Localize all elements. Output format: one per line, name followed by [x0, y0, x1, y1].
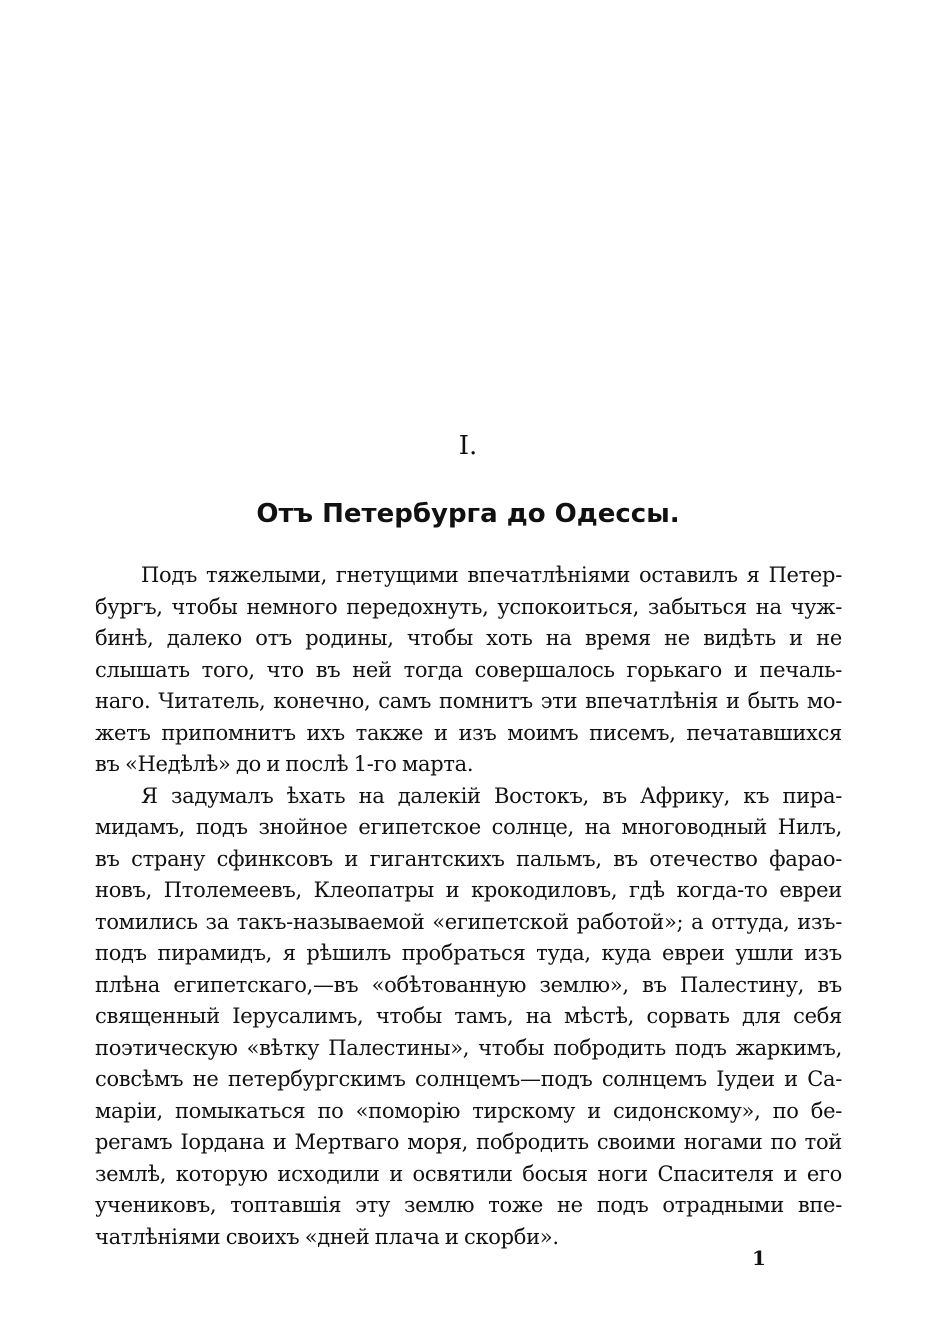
- text-line: новъ, Птолемеевъ, Клеопатры и крокодиловъ, гдѣ когда-то евреи: [95, 878, 842, 902]
- text-line: томились за такъ-называемой «египетской работой»; а оттуда, изъ-: [95, 909, 842, 934]
- text-line: землѣ, которую исходили и освятили босыя ноги Спасителя и его: [95, 1161, 842, 1186]
- text-line: мидамъ, подъ знойное египетское солнце, на многоводный Нилъ,: [95, 815, 842, 839]
- text-line: слышать того, что въ ней тогда совершалось горькаго и печаль-: [95, 657, 842, 682]
- text-line: священный Іерусалимъ, чтобы тамъ, на мѣстѣ, сорвать для себя: [95, 1004, 842, 1028]
- text-line: наго. Читатель, конечно, самъ помнитъ эти впечатлѣнія и быть мо-: [95, 689, 842, 713]
- text-line: въ страну сфинксовъ и гигантскихъ пальмъ, въ отечество фарао-: [95, 846, 842, 871]
- text-line: жетъ припомнитъ ихъ также и изъ моимъ писемъ, печатавшихся: [95, 720, 842, 745]
- text-line: бинѣ, далеко отъ родины, чтобы хоть на время не видѣть и не: [95, 626, 842, 650]
- text-line: поэтическую «вѣтку Палестины», чтобы побродить подъ жаркимъ,: [95, 1035, 842, 1060]
- text-line: плѣна египетскаго,—въ «обѣтованную землю», въ Палестину, въ: [95, 972, 842, 997]
- text-line: въ «Недѣлѣ» до и послѣ 1-го марта.: [95, 752, 474, 776]
- paragraph-2: [95, 781, 842, 1254]
- text-line: Подъ тяжелыми, гнетущими впечатлѣніями оставилъ я Петер-: [141, 563, 842, 587]
- text-line: Я задумалъ ѣхать на далекій Востокъ, въ Африку, къ пира-: [141, 783, 842, 808]
- text-line: маріи, помыкаться по «поморію тирскому и сидонскому», по бе-: [95, 1098, 842, 1123]
- text-line: совсѣмъ не петербургскимъ солнцемъ—подъ солнцемъ Іудеи и Са-: [95, 1067, 842, 1091]
- text-line: подъ пирамидъ, я рѣшилъ пробраться туда, куда евреи ушли изъ: [95, 941, 842, 965]
- text-line: бургъ, чтобы немного передохнуть, успокоиться, забыться на чуж-: [95, 594, 842, 619]
- text-line: чатлѣніями своихъ «дней плача и скорби».: [95, 1224, 559, 1249]
- text-line: регамъ Іордана и Мертваго моря, побродить своими ногами по той: [95, 1130, 842, 1154]
- page-number: 1: [752, 1246, 766, 1270]
- body-text: [95, 560, 842, 1253]
- text-line: учениковъ, топтавшія эту землю тоже не подъ отрадными впе-: [95, 1193, 842, 1217]
- chapter-number: I.: [458, 431, 478, 461]
- paragraph-1: [95, 560, 842, 781]
- chapter-title: Отъ Петербурга до Одессы.: [256, 499, 680, 529]
